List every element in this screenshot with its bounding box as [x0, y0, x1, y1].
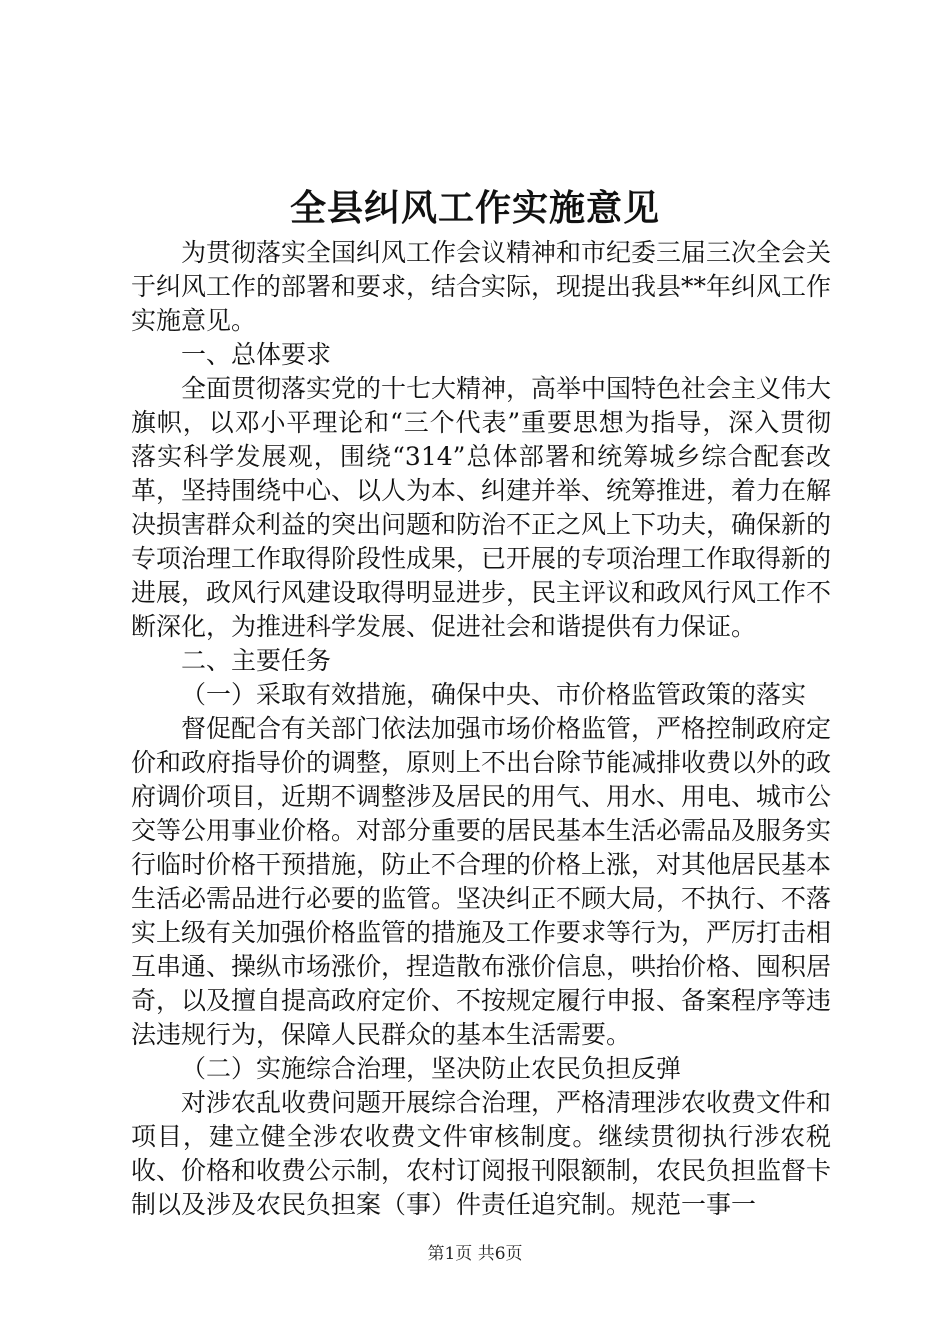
section-heading-main-tasks: 二、主要任务 — [181, 646, 332, 675]
price-supervision-paragraph: 督促配合有关部门依法加强市场价格监管，严格控制政府定价和政府指导价的调整，原则上不出台除节能减排收费以外的政府调价项目，近期不调整涉及居民的用气、用水、用电、城市公交等公用事业价格。对部分重要的居民基本生活必需品及服务实行临时价格干预措施，防止不合理的价格上涨，对其他居民基本生活必需品进行必要的监管。坚决纠正不顾大局，不执行、不落实上级有关加强价格监管的措施及工作要求等行为，严厉打击相互串通、操纵市场涨价，捏造散布涨价信息，哄抬价格、囤积居奇，以及擅自提高政府定价、不按规定履行申报、备案程序等违法违规行为，保障人民群众的基本生活需要。 — [131, 714, 832, 1049]
farmer-burden-paragraph: 对涉农乱收费问题开展综合治理，严格清理涉农收费文件和项目，建立健全涉农收费文件审核制度。继续贯彻执行涉农税收、价格和收费公示制，农村订阅报刊限额制，农民负担监督卡制以及涉及农民负担案（事）件责任追究制。规范一事一 — [131, 1088, 832, 1219]
section-heading-general-requirements: 一、总体要求 — [181, 340, 332, 369]
page-number-footer: 第1页 共6页 — [427, 1244, 523, 1264]
document-title: 全县纠风工作实施意见 — [289, 187, 660, 229]
document-body — [131, 236, 831, 1222]
intro-paragraph: 为贯彻落实全国纠风工作会议精神和市纪委三届三次全会关于纠风工作的部署和要求，结合实际，现提出我县**年纠风工作实施意见。 — [131, 238, 832, 335]
subsection-heading-farmer-burden: （二）实施综合治理，坚决防止农民负担反弹 — [181, 1054, 682, 1083]
general-requirements-paragraph: 全面贯彻落实党的十七大精神，高举中国特色社会主义伟大旗帜，以邓小平理论和“三个代表”重要思想为指导，深入贯彻落实科学发展观，围绕“314”总体部署和统筹城乡综合配套改革，坚持围绕中心、以人为本、纠建并举、统筹推进，着力在解决损害群众利益的突出问题和防治不正之风上下功夫，确保新的专项治理工作取得阶段性成果，已开展的专项治理工作取得新的进展，政风行风建设取得明显进步，民主评议和政风行风工作不断深化，为推进科学发展、促进社会和谐提供有力保证。 — [131, 374, 832, 641]
subsection-heading-price-supervision: （一）采取有效措施，确保中央、市价格监管政策的落实 — [181, 680, 807, 709]
